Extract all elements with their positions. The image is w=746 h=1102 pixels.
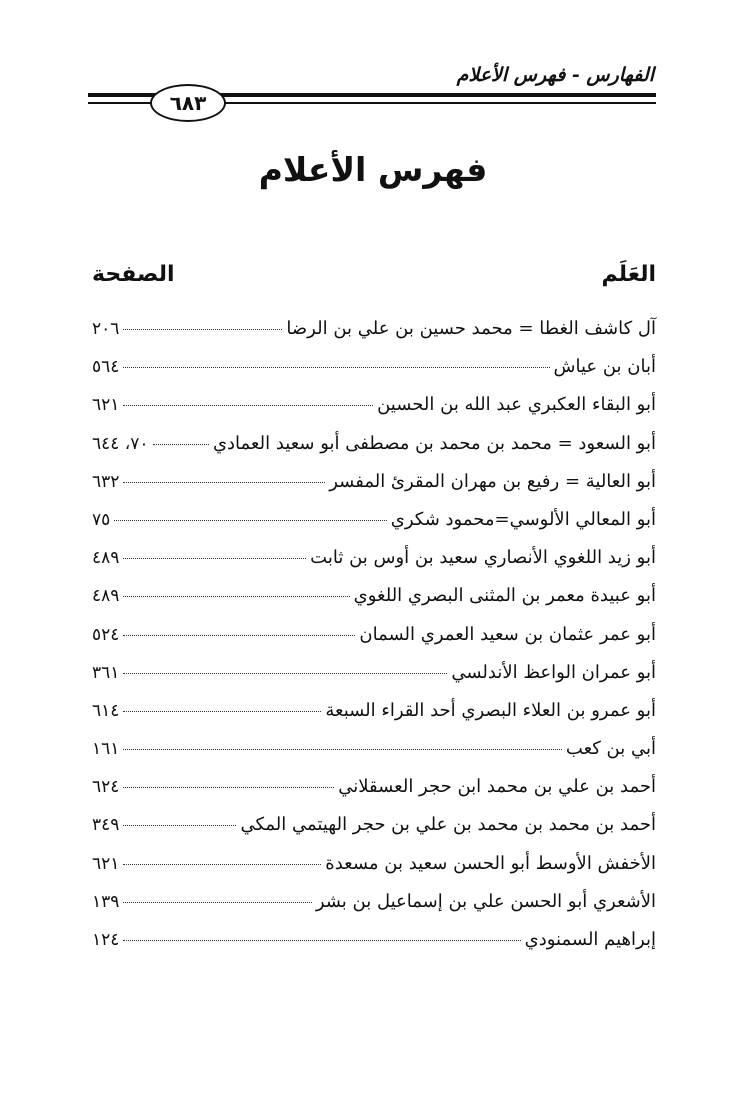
index-entry: [92, 471, 656, 509]
entry-page: ٤٨٩: [92, 586, 120, 607]
dot-leader: [123, 787, 334, 788]
index-entry: [92, 662, 656, 700]
index-title: فهرس الأعلام: [258, 150, 488, 189]
entry-page: ٧٥: [92, 509, 111, 530]
index-entry: [92, 624, 656, 662]
entry-name: أبان بن عياش: [553, 356, 656, 378]
dot-leader: [123, 482, 325, 483]
entry-page: ٧٠، ٦٤٤: [92, 433, 149, 454]
index-entry: [92, 814, 656, 852]
entry-name: الأشعري أبو الحسن علي بن إسماعيل بن بشر: [315, 890, 656, 912]
column-header-page: الصفحة: [92, 262, 175, 287]
dot-leader: [123, 864, 321, 865]
index-entry: [92, 433, 656, 471]
dot-leader: [153, 444, 209, 445]
dot-leader: [114, 520, 386, 521]
entry-page: ٦٢١: [92, 395, 120, 416]
dot-leader: [123, 940, 520, 941]
entry-page: ١٦١: [92, 739, 120, 760]
index-entry: [92, 585, 656, 623]
dot-leader: [123, 329, 282, 330]
index-entry: [92, 394, 656, 432]
dot-leader: [123, 367, 549, 368]
entry-page: ٤٨٩: [92, 548, 120, 569]
entry-page: ١٢٤: [92, 930, 120, 950]
index-entry: [92, 776, 656, 814]
entry-name: آل كاشف الغطا = محمد حسين بن علي بن الرضا: [286, 318, 656, 339]
index-entry: [92, 853, 656, 891]
dot-leader: [123, 825, 236, 826]
entry-name: أبو البقاء العكبري عبد الله بن الحسين: [377, 394, 656, 416]
entry-name: إبراهيم السمنودي: [524, 929, 656, 950]
running-header-title: الفهارس - فهرس الأعلام: [456, 64, 654, 86]
entry-page: ٥٦٤: [92, 357, 120, 378]
entry-name: الأخفش الأوسط أبو الحسن سعيد بن مسعدة: [325, 852, 656, 874]
index-entry: [92, 547, 656, 585]
entry-name: أبو عبيدة معمر بن المثنى البصري اللغوي: [353, 585, 656, 607]
entry-page: ٣٦١: [92, 662, 120, 683]
entry-name: أبو عمران الواعظ الأندلسي: [451, 661, 656, 683]
index-entry: [92, 891, 656, 929]
dot-leader: [123, 405, 373, 406]
index-entry: [92, 509, 656, 547]
entry-name: أبو العالية = رفيع بن مهران المقرئ المفسر: [329, 470, 656, 492]
entry-name: أبو زيد اللغوي الأنصاري سعيد بن أوس بن ثابت: [310, 547, 656, 569]
entry-page: ٢٠٦: [92, 319, 120, 339]
index-entry: [92, 738, 656, 776]
dot-leader: [123, 558, 306, 559]
entry-name: أبو عمرو بن العلاء البصري أحد القراء السبعة: [325, 699, 656, 721]
index-entry: [92, 700, 656, 738]
entry-name: أحمد بن علي بن محمد ابن حجر العسقلاني: [338, 776, 656, 798]
entry-name: أبو عمر عثمان بن سعيد العمري السمان: [359, 623, 656, 645]
index-entry: [92, 929, 656, 967]
dot-leader: [123, 673, 447, 674]
entry-name: أبي بن كعب: [565, 738, 656, 760]
entry-page: ١٣٩: [92, 891, 120, 912]
dot-leader: [123, 635, 355, 636]
entry-name: أبو المعالي الألوسي=محمود شكري: [390, 508, 656, 530]
dot-leader: [123, 749, 561, 750]
dot-leader: [123, 596, 349, 597]
entry-name: أحمد بن محمد بن محمد بن علي بن حجر الهيتمي المكي: [240, 814, 656, 836]
entry-page: ٦٣٢: [92, 471, 120, 492]
index-entry: [92, 318, 656, 356]
dot-leader: [123, 902, 311, 903]
column-header-name: العَلَم: [601, 262, 656, 287]
entry-name: أبو السعود = محمد بن محمد بن مصطفى أبو سعيد العمادي: [212, 432, 656, 454]
page-number: ٦٨٣: [150, 84, 226, 122]
entry-page: ٥٢٤: [92, 624, 120, 645]
index-entry: [92, 356, 656, 394]
entry-page: ٦١٤: [92, 700, 120, 721]
index-entries: [92, 318, 656, 967]
entry-page: ٦٢٤: [92, 777, 120, 798]
entry-page: ٦٢١: [92, 853, 120, 874]
entry-page: ٣٤٩: [92, 815, 120, 836]
dot-leader: [123, 711, 321, 712]
